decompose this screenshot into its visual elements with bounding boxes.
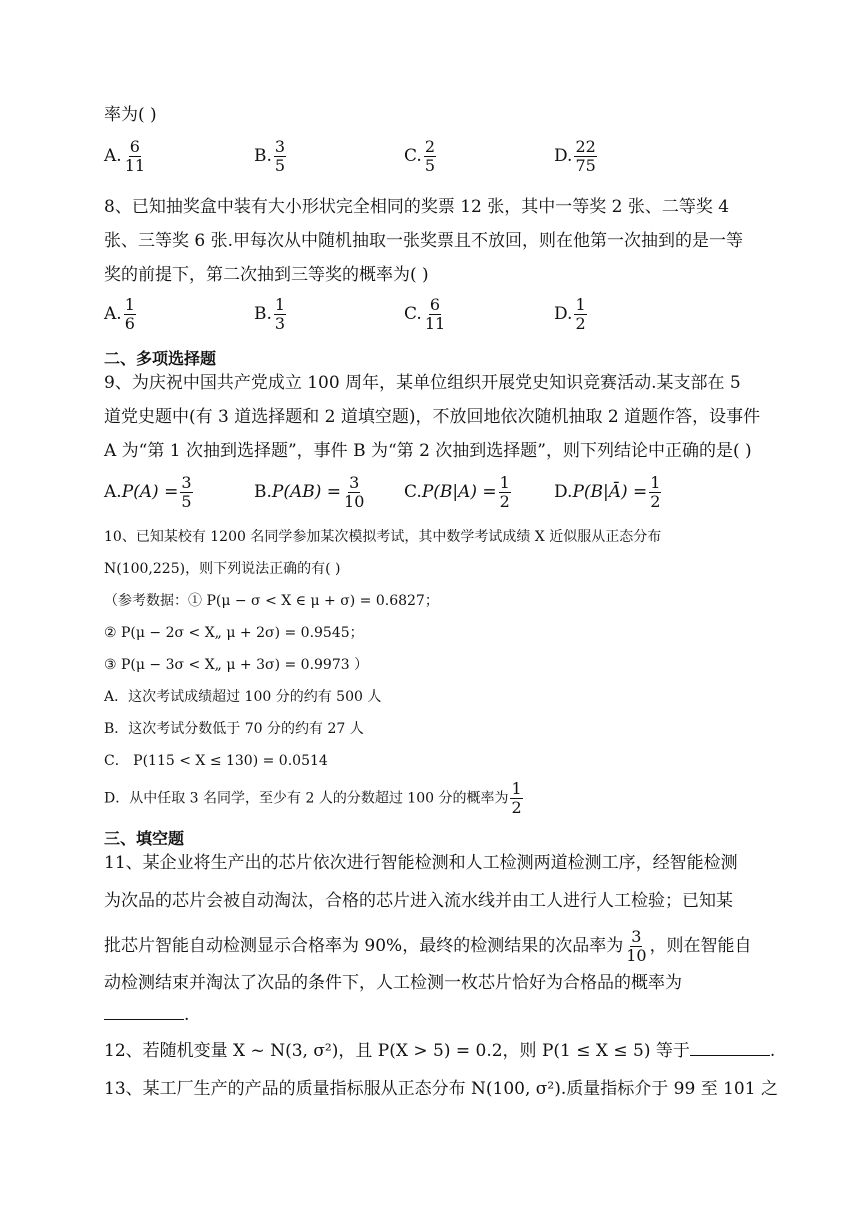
q10-option-c: C． P(115 < X ≤ 130) = 0.0514 — [104, 753, 328, 769]
q8-line-3: 奖的前提下，第二次抽到三等奖的概率为( ) — [104, 265, 429, 285]
q10-reference-1: （参考数据：① P(μ − σ < X ∈ μ + σ) = 0.6827； — [104, 593, 439, 609]
q7-option-c: C. $\frac{2}{5}$ — [404, 137, 435, 175]
q9-option-d: D.P(B|Ā) = $\frac{1}{2}$ — [554, 473, 661, 511]
q7-option-a: A. $\frac{6}{11}$ — [104, 137, 146, 175]
q10-reference-3: ③ P(μ − 3σ < X„ μ + 3σ) = 0.9973 ） — [104, 657, 369, 673]
q10-line-1: 10、已知某校有 1200 名同学参加某次模拟考试，其中数学考试成绩 X 近似服从正态分布 — [104, 529, 662, 545]
q10-line-2: N(100,225)，则下列说法正确的有( ) — [104, 561, 341, 577]
q7-tail: 率为( ) — [104, 105, 157, 125]
q9-line-2: 道党史题中(有 3 道选择题和 2 道填空题)，不放回地依次随机抽取 2 道题作答，设事件 — [104, 407, 761, 427]
q8-option-b: B. $\frac{1}{3}$ — [254, 295, 286, 333]
q12-line: 12、若随机变量 X ~ N(3, σ²)，且 P(X > 5) = 0.2，则 P(1 ≤ X ≤ 5) 等于 . — [104, 1041, 776, 1061]
section-heading-fill-in: 三、填空题 — [104, 829, 185, 848]
q10-option-d: D．从中任取 3 名同学，至少有 2 人的分数超过 100 分的概率为 $\frac{1}{2}$ — [104, 779, 522, 817]
q11-answer-blank: . — [104, 1004, 189, 1026]
q13-line-1: 13、某工厂生产的产品的质量指标服从正态分布 N(100, σ²).质量指标介于 99 至 101 之 — [104, 1079, 778, 1099]
q7-option-b: B. $\frac{3}{5}$ — [254, 137, 286, 175]
q8-option-c: C. $\frac{6}{11}$ — [404, 295, 446, 333]
q9-option-b: B.P(AB) = $\frac{3}{10}$ — [254, 473, 365, 511]
q8-line-1: 8、已知抽奖盒中装有大小形状完全相同的奖票 12 张，其中一等奖 2 张、二等奖 4 — [104, 197, 730, 217]
blank-underline — [690, 1055, 770, 1056]
q9-option-a: A.P(A) = $\frac{3}{5}$ — [104, 473, 192, 511]
q8-line-2: 张、三等奖 6 张.甲每次从中随机抽取一张奖票且不放回，则在他第一次抽到的是一等 — [104, 231, 744, 251]
q10-option-b: B．这次考试分数低于 70 分的约有 27 人 — [104, 721, 364, 737]
q9-option-c: C.P(B|A) = $\frac{1}{2}$ — [404, 473, 510, 511]
blank-underline — [104, 1019, 184, 1020]
q11-line-2: 为次品的芯片会被自动淘汰，合格的芯片进入流水线并由工人进行人工检验；已知某 — [104, 891, 733, 911]
q9-line-1: 9、为庆祝中国共产党成立 100 周年，某单位组织开展党史知识竞赛活动.某支部在 5 — [104, 373, 741, 393]
q11-line-3: 批芯片智能自动检测显示合格率为 90%，最终的检测结果的次品率为 $\frac{3}{10}$ ，则在智能自 — [104, 927, 752, 965]
q10-reference-2: ② P(μ − 2σ < X„ μ + 2σ) = 0.9545； — [104, 625, 364, 641]
q11-line-4: 动检测结束并淘汰了次品的条件下，人工检测一枚芯片恰好为合格品的概率为 — [104, 973, 682, 993]
q8-option-a: A. $\frac{1}{6}$ — [104, 295, 135, 333]
q9-line-3: A 为“第 1 次抽到选择题”，事件 B 为“第 2 次抽到选择题”，则下列结论中正确的是( ) — [104, 441, 752, 461]
q8-option-d: D. $\frac{1}{2}$ — [554, 295, 586, 333]
section-heading-multiple-choice: 二、多项选择题 — [104, 349, 217, 368]
q11-line-1: 11、某企业将生产出的芯片依次进行智能检测和人工检测两道检测工序，经智能检测 — [104, 853, 738, 873]
q7-option-d: D. $\frac{22}{75}$ — [554, 137, 596, 175]
q10-option-a: A．这次考试成绩超过 100 分的约有 500 人 — [104, 689, 382, 705]
